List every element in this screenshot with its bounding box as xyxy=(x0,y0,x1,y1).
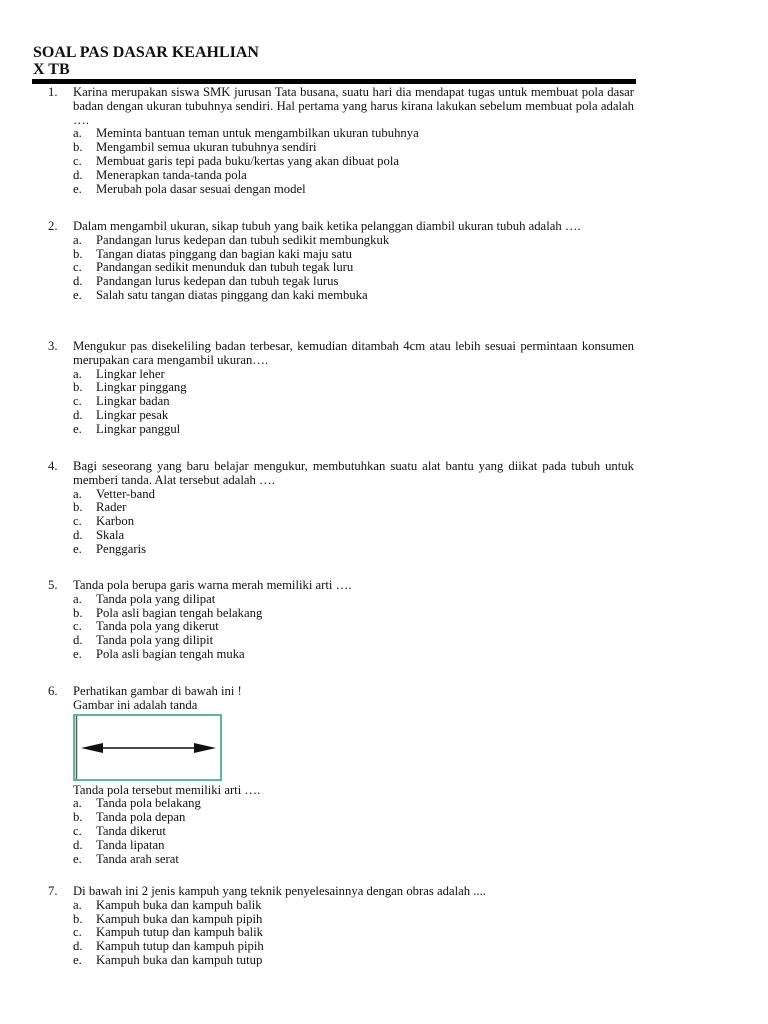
option-letter: e. xyxy=(73,952,82,967)
option-letter: c. xyxy=(73,514,82,529)
option-letter: d. xyxy=(73,167,83,182)
option-d xyxy=(73,529,634,543)
option-d xyxy=(73,275,634,289)
option-a xyxy=(73,234,634,248)
option-letter: b. xyxy=(73,500,83,515)
option-text: Vetter-band xyxy=(96,486,155,501)
option-letter: b. xyxy=(73,380,83,395)
option-a xyxy=(73,488,634,502)
option-letter: b. xyxy=(73,605,83,620)
option-text: Rader xyxy=(96,500,127,515)
option-b xyxy=(73,607,634,621)
option-letter: d. xyxy=(73,274,83,289)
question-text: Mengukur pas disekeliling badan terbesar, kemudian ditambah 4cm atau lebih sesuai permintaan konsumen merupakan cara mengambil ukuran…. xyxy=(73,339,634,367)
option-d xyxy=(73,839,634,853)
option-text: Tanda pola yang dilipat xyxy=(96,591,216,606)
option-letter: e. xyxy=(73,421,82,436)
document-title xyxy=(33,44,259,78)
option-a xyxy=(73,899,634,913)
option-letter: e. xyxy=(73,181,82,196)
option-text: Tanda pola belakang xyxy=(96,796,201,811)
option-letter: b. xyxy=(73,140,83,155)
option-letter: e. xyxy=(73,646,82,661)
question-number: 2. xyxy=(48,219,58,233)
option-text: Membuat garis tepi pada buku/kertas yang akan dibuat pola xyxy=(96,153,400,168)
question-2 xyxy=(48,220,634,303)
option-c xyxy=(73,926,634,940)
question-number: 4. xyxy=(48,459,58,473)
question-number: 1. xyxy=(48,85,58,99)
option-text: Lingkar panggul xyxy=(96,421,181,436)
option-text: Merubah pola dasar sesuai dengan model xyxy=(96,181,306,196)
option-c xyxy=(73,515,634,529)
option-c xyxy=(73,825,634,839)
option-text: Kampuh buka dan kampuh tutup xyxy=(96,952,263,967)
arrow-figure-svg xyxy=(73,714,222,781)
question-number: 7. xyxy=(48,884,58,898)
option-d xyxy=(73,169,634,183)
option-letter: e. xyxy=(73,851,82,866)
figure-caption: Tanda pola tersebut memiliki arti …. xyxy=(73,782,261,797)
option-text: Kampuh tutup dan kampuh pipih xyxy=(96,939,264,954)
title-line-1: SOAL PAS DASAR KEAHLIAN xyxy=(33,44,259,61)
option-letter: b. xyxy=(73,911,83,926)
option-text: Lingkar leher xyxy=(96,366,165,381)
option-letter: b. xyxy=(73,246,83,261)
question-3 xyxy=(48,340,634,437)
option-d xyxy=(73,409,634,423)
option-letter: c. xyxy=(73,153,82,168)
option-text: Salah satu tangan diatas pinggang dan kaki membuka xyxy=(96,287,368,302)
option-a xyxy=(73,127,634,141)
option-text: Tanda pola depan xyxy=(96,810,186,825)
question-text: Tanda pola berupa garis warna merah memiliki arti …. xyxy=(73,578,352,592)
option-e xyxy=(73,648,634,662)
option-c xyxy=(73,395,634,409)
option-b xyxy=(73,501,634,515)
option-letter: c. xyxy=(73,260,82,275)
option-e xyxy=(73,543,634,557)
option-a xyxy=(73,368,634,382)
option-text: Tanda arah serat xyxy=(96,851,179,866)
option-text: Skala xyxy=(96,527,125,542)
option-text: Karbon xyxy=(96,514,135,529)
option-b xyxy=(73,381,634,395)
option-e xyxy=(73,183,634,197)
option-text: Tanda dikerut xyxy=(96,823,166,838)
option-letter: a. xyxy=(73,486,82,501)
option-e xyxy=(73,423,634,437)
option-letter: a. xyxy=(73,126,82,141)
option-b xyxy=(73,141,634,155)
option-letter: c. xyxy=(73,394,82,409)
option-text: Pandangan sedikit menunduk dan tubuh tegak luru xyxy=(96,260,354,275)
option-text: Tangan diatas pinggang dan bagian kaki maju satu xyxy=(96,246,352,261)
option-e xyxy=(73,289,634,303)
option-d xyxy=(73,940,634,954)
option-letter: d. xyxy=(73,527,83,542)
option-letter: e. xyxy=(73,287,82,302)
option-text: Menerapkan tanda-tanda pola xyxy=(96,167,247,182)
option-text: Pola asli bagian tengah muka xyxy=(96,646,245,661)
option-text: Tanda lipatan xyxy=(96,837,165,852)
option-text: Pola asli bagian tengah belakang xyxy=(96,605,263,620)
option-letter: a. xyxy=(73,232,82,247)
question-text: Karina merupakan siswa SMK jurusan Tata busana, suatu hari dia mendapat tugas untuk membuat pola dasar badan dengan ukuran tubuhnya sendiri. Hal pertama yang harus kirana lakukan sebelum membuat pola adalah …. xyxy=(73,85,634,127)
option-letter: d. xyxy=(73,407,83,422)
question-subtext: Gambar ini adalah tanda xyxy=(73,697,198,712)
question-text: Di bawah ini 2 jenis kampuh yang teknik penyelesainnya dengan obras adalah .... xyxy=(73,884,486,898)
option-letter: a. xyxy=(73,796,82,811)
option-text: Tanda pola yang dilipit xyxy=(96,633,214,648)
question-1 xyxy=(48,86,634,196)
option-text: Lingkar badan xyxy=(96,394,170,409)
question-number: 3. xyxy=(48,339,58,353)
option-letter: c. xyxy=(73,823,82,838)
question-number: 6. xyxy=(48,684,58,698)
option-text: Pandangan lurus kedepan dan tubuh tegak lurus xyxy=(96,274,339,289)
option-c xyxy=(73,261,634,275)
option-letter: c. xyxy=(73,925,82,940)
option-letter: a. xyxy=(73,591,82,606)
question-7 xyxy=(48,885,634,968)
option-text: Penggaris xyxy=(96,541,147,556)
question-text: Perhatikan gambar di bawah ini ! xyxy=(73,684,242,698)
option-text: Kampuh buka dan kampuh pipih xyxy=(96,911,263,926)
option-letter: d. xyxy=(73,837,83,852)
option-a xyxy=(73,797,634,811)
question-5 xyxy=(48,579,634,662)
option-letter: e. xyxy=(73,541,82,556)
option-text: Tanda pola yang dikerut xyxy=(96,619,219,634)
option-letter: a. xyxy=(73,366,82,381)
option-b xyxy=(73,248,634,262)
option-a xyxy=(73,593,634,607)
option-letter: d. xyxy=(73,633,83,648)
question-4 xyxy=(48,460,634,557)
option-letter: b. xyxy=(73,810,83,825)
option-text: Meminta bantuan teman untuk mengambilkan ukuran tubuhnya xyxy=(96,126,419,141)
pattern-mark-figure xyxy=(73,714,222,781)
option-c xyxy=(73,155,634,169)
option-b xyxy=(73,913,634,927)
option-text: Kampuh tutup dan kampuh balik xyxy=(96,925,264,940)
question-number: 5. xyxy=(48,578,58,592)
title-divider xyxy=(32,79,636,84)
question-text: Dalam mengambil ukuran, sikap tubuh yang baik ketika pelanggan diambil ukuran tubuh adalah …. xyxy=(73,219,581,233)
option-text: Kampuh buka dan kampuh balik xyxy=(96,897,262,912)
option-text: Pandangan lurus kedepan dan tubuh sedikit membungkuk xyxy=(96,232,390,247)
option-c xyxy=(73,620,634,634)
option-text: Mengambil semua ukuran tubuhnya sendiri xyxy=(96,140,317,155)
question-text: Bagi seseorang yang baru belajar mengukur, membutuhkan suatu alat bantu yang diikat pada tubuh untuk memberi tanda. Alat tersebut adalah …. xyxy=(73,459,634,487)
option-letter: c. xyxy=(73,619,82,634)
option-text: Lingkar pesak xyxy=(96,407,169,422)
title-line-2: X TB xyxy=(33,61,70,78)
option-letter: d. xyxy=(73,939,83,954)
option-e xyxy=(73,853,634,867)
option-text: Lingkar pinggang xyxy=(96,380,187,395)
option-b xyxy=(73,811,634,825)
option-e xyxy=(73,954,634,968)
question-6 xyxy=(48,685,634,866)
option-d xyxy=(73,634,634,648)
option-letter: a. xyxy=(73,897,82,912)
